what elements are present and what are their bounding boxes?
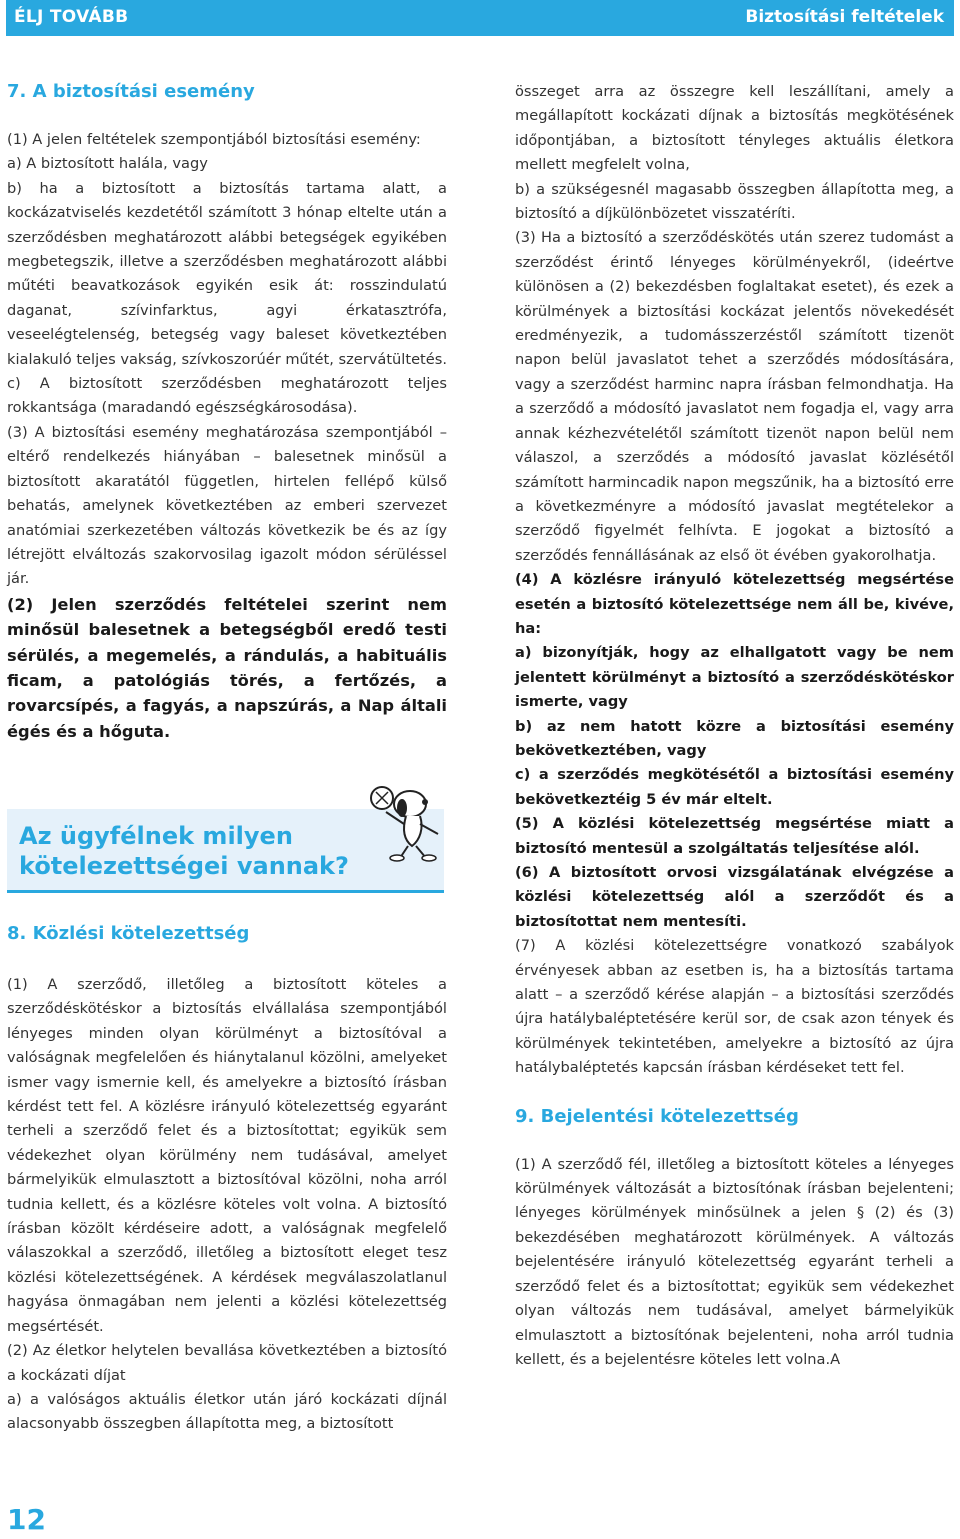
- sec8-para-2a-cont: összeget arra az összegre kell leszállítani, amely a megállapított kockázati díjnak a biztosítás megkötésének időpontjában, a biztosított tényleges aktuális életkora mellett megfelelt volna,: [515, 83, 954, 174]
- sec7-item-c: c) A biztosított szerződésben meghatározott teljes rokkantsága (maradandó egészségkárosodása).: [7, 375, 447, 417]
- sec8-para-2a: a) a valóságos aktuális életkor után járó kockázati díjnál alacsonyabb összegben állapította meg, a biztosított: [7, 1390, 447, 1433]
- page-number: 12: [7, 1503, 46, 1536]
- sec7-item-b: b) ha a biztosított a biztosítás tartama alatt, a kockázatviselés kezdetétől számított 3 hónap eltelte után a szerződésben meghatározott alábbi betegségek egyikében megbetegszik, illetve a szerződésben meghatározott alábbi műtéti beavatkozások egyikén esik át: rosszindulatú daganat, szívinfarktus, agyi érkatasztrófa, veseelégtelenség, betegség vagy baleset következtében kialakuló teljes vakság, szívkoszorúér műtét, szervátültetés.: [7, 179, 447, 368]
- document-title: Biztosítási feltételek: [745, 7, 944, 27]
- sec9-para-1: (1) A szerződő fél, illetőleg a biztosított köteles a lényeges körülmények változását a biztosítónak írásban bejelenteni; lényeges körülmények minősülnek a jelen § (2) és (3) bekezdésében meghatározott körülmények. A változás bejelentésére irányuló kötelezettség egyaránt terheli a szerződő felet és a biztosítottat; egyikük sem védekezhet olyan változás nem tudásával, amelyet bármelyikük elmulasztott a biztosítónak bejelenteni, noha arról tudnia kellett, és a bejelentésre köteles lett volna.A: [515, 1155, 954, 1368]
- sec8-para-5: (5) A közlési kötelezettség megsértése miatt a biztosító mentesül a szolgáltatás teljesítése alól.: [515, 815, 954, 857]
- sec8-para-1: (1) A szerződő, illetőleg a biztosított köteles a szerződéskötéskor a biztosítás elvállalása szempontjából lényeges minden olyan körülményt a biztosítóval a valóságnak megfelelően és hiánytalanul közölni, amelyeket ismer vagy ismernie kell, és amelyekre a biztosító írásban kérdést tett fel. A közlésre irányuló kötelezettség egyaránt terheli a szerződő felet és a biztosítottat; egyikük sem védekezhet olyan körülmény nem tudásával, amelyet bármelyikük elmulasztott a biztosítóval közölni, noha arról tudnia kellett, és a közlésre köteles volt volna. A biztosító írásban közölt kérdéseire adott, a valóságnak megfelelő válaszokkal a szerződő, illetőleg a biztosított eleget tesz közlési kötelezettségének. A kérdések megválaszolatlanul hagyása önmagában nem jelenti a közlési kötelezettség megsértését.: [7, 976, 447, 1335]
- sec8-para-4b: b) az nem hatott közre a biztosítási esemény bekövetkeztében, vagy: [515, 717, 954, 759]
- snoopy-cartoon-icon: [364, 778, 450, 862]
- right-column: [515, 80, 954, 1372]
- left-column: [7, 80, 447, 744]
- sec8-para-4c: c) a szerződés megkötésétől a biztosítási esemény bekövetkeztéig 5 év már eltelt.: [515, 766, 954, 808]
- sec7-para-1: (1) A jelen feltételek szempontjából biztosítási esemény:: [7, 131, 421, 148]
- section-7-heading: 7. A biztosítási esemény: [7, 81, 255, 102]
- sec7-para-2-bold: (2) Jelen szerződés feltételei szerint nem minősül balesetnek a betegségből eredő testi sérülés, a megemelés, a rándulás, a habituális ficam, a patológiás törés, a fertőzés, a rovarcsípés, a fagyás, a napszúrás, a Nap általi égés és a hőguta.: [7, 594, 447, 741]
- page-header: [6, 0, 954, 36]
- sec8-para-7: (7) A közlési kötelezettségre vonatkozó szabályok érvényesek abban az esetben is, ha a biztosítás tartama alatt – a szerződő kérése alapján – a biztosítási szerződés újra hatálybaléptetésére kerül sor, de csak azon tények és körülmények tekintetében, amelyekre a biztosító az újra hatálybaléptetés kapcsán írásban kérdéseket tett fel.: [515, 937, 954, 1077]
- sec8-para-4: (4) A közlésre irányuló kötelezettség megsértése esetén a biztosító kötelezettsége nem áll be, kivéve, ha:: [515, 571, 954, 637]
- callout-title: Az ügyfélnek milyen kötelezettségei vannak?: [19, 822, 349, 880]
- sec8-para-6: (6) A biztosított orvosi vizsgálatának elvégzése a közlési kötelezettség alól a szerződőt és a biztosítottat nem mentesíti.: [515, 864, 954, 930]
- section-9-heading: 9. Bejelentési kötelezettség: [515, 1105, 799, 1127]
- left-column-lower: [7, 922, 447, 1437]
- sec7-para-3: (3) A biztosítási esemény meghatározása szempontjából – eltérő rendelkezés hiányában – balesetnek minősül a biztosított akaratától független, hirtelen fellépő külső behatás, amelynek következtében az emberi szervezet anatómiai szerkezetében változás következik be és az így létrejött elváltozás szakorvosilag igazolt módon sérüléssel jár.: [7, 423, 447, 588]
- sec8-para-3: (3) Ha a biztosító a szerződéskötés után szerez tudomást a szerződést érintő lényeges körülményekről, (ideértve különösen a (2) bekezdésben foglaltakat esetet), és ezek a körülmények a biztosítási kockázat jelentős növekedését eredményezik, a tudomásszerzéstől számított tizenöt napon belül javaslatot tehet a szerződés módosítására, vagy a szerződést harminc napra írásban felmondhatja. Ha a szerződő a módosító javaslatot nem fogadja el, vagy arra annak kézhezvételétől számított tizenöt napon belül nem válaszol, a szerződés a módosító javaslat közlésétől számított harmincadik napon megszűnik, ha a biztosító erre a következményre a módosító javaslat megtételekor a szerződő figyelmét felhívta. E jogokat a biztosító a szerződés fennállásának az első öt évében gyakorolhatja.: [515, 229, 954, 564]
- sec7-item-a: a) A biztosított halála, vagy: [7, 155, 208, 173]
- section-8-heading: 8. Közlési kötelezettség: [7, 923, 250, 944]
- sec8-para-2b: b) a szükségesnél magasabb összegben állapította meg, a biztosító a díjkülönbözetet visszatéríti.: [515, 180, 954, 223]
- brand-title: ÉLJ TOVÁBB: [14, 7, 129, 27]
- sec8-para-2: (2) Az életkor helytelen bevallása következtében a biztosító a kockázati díjat: [7, 1342, 447, 1384]
- sec8-para-4a: a) bizonyítják, hogy az elhallgatott vagy be nem jelentett körülményt a biztosító a szerződéskötéskor ismerte, vagy: [515, 644, 954, 711]
